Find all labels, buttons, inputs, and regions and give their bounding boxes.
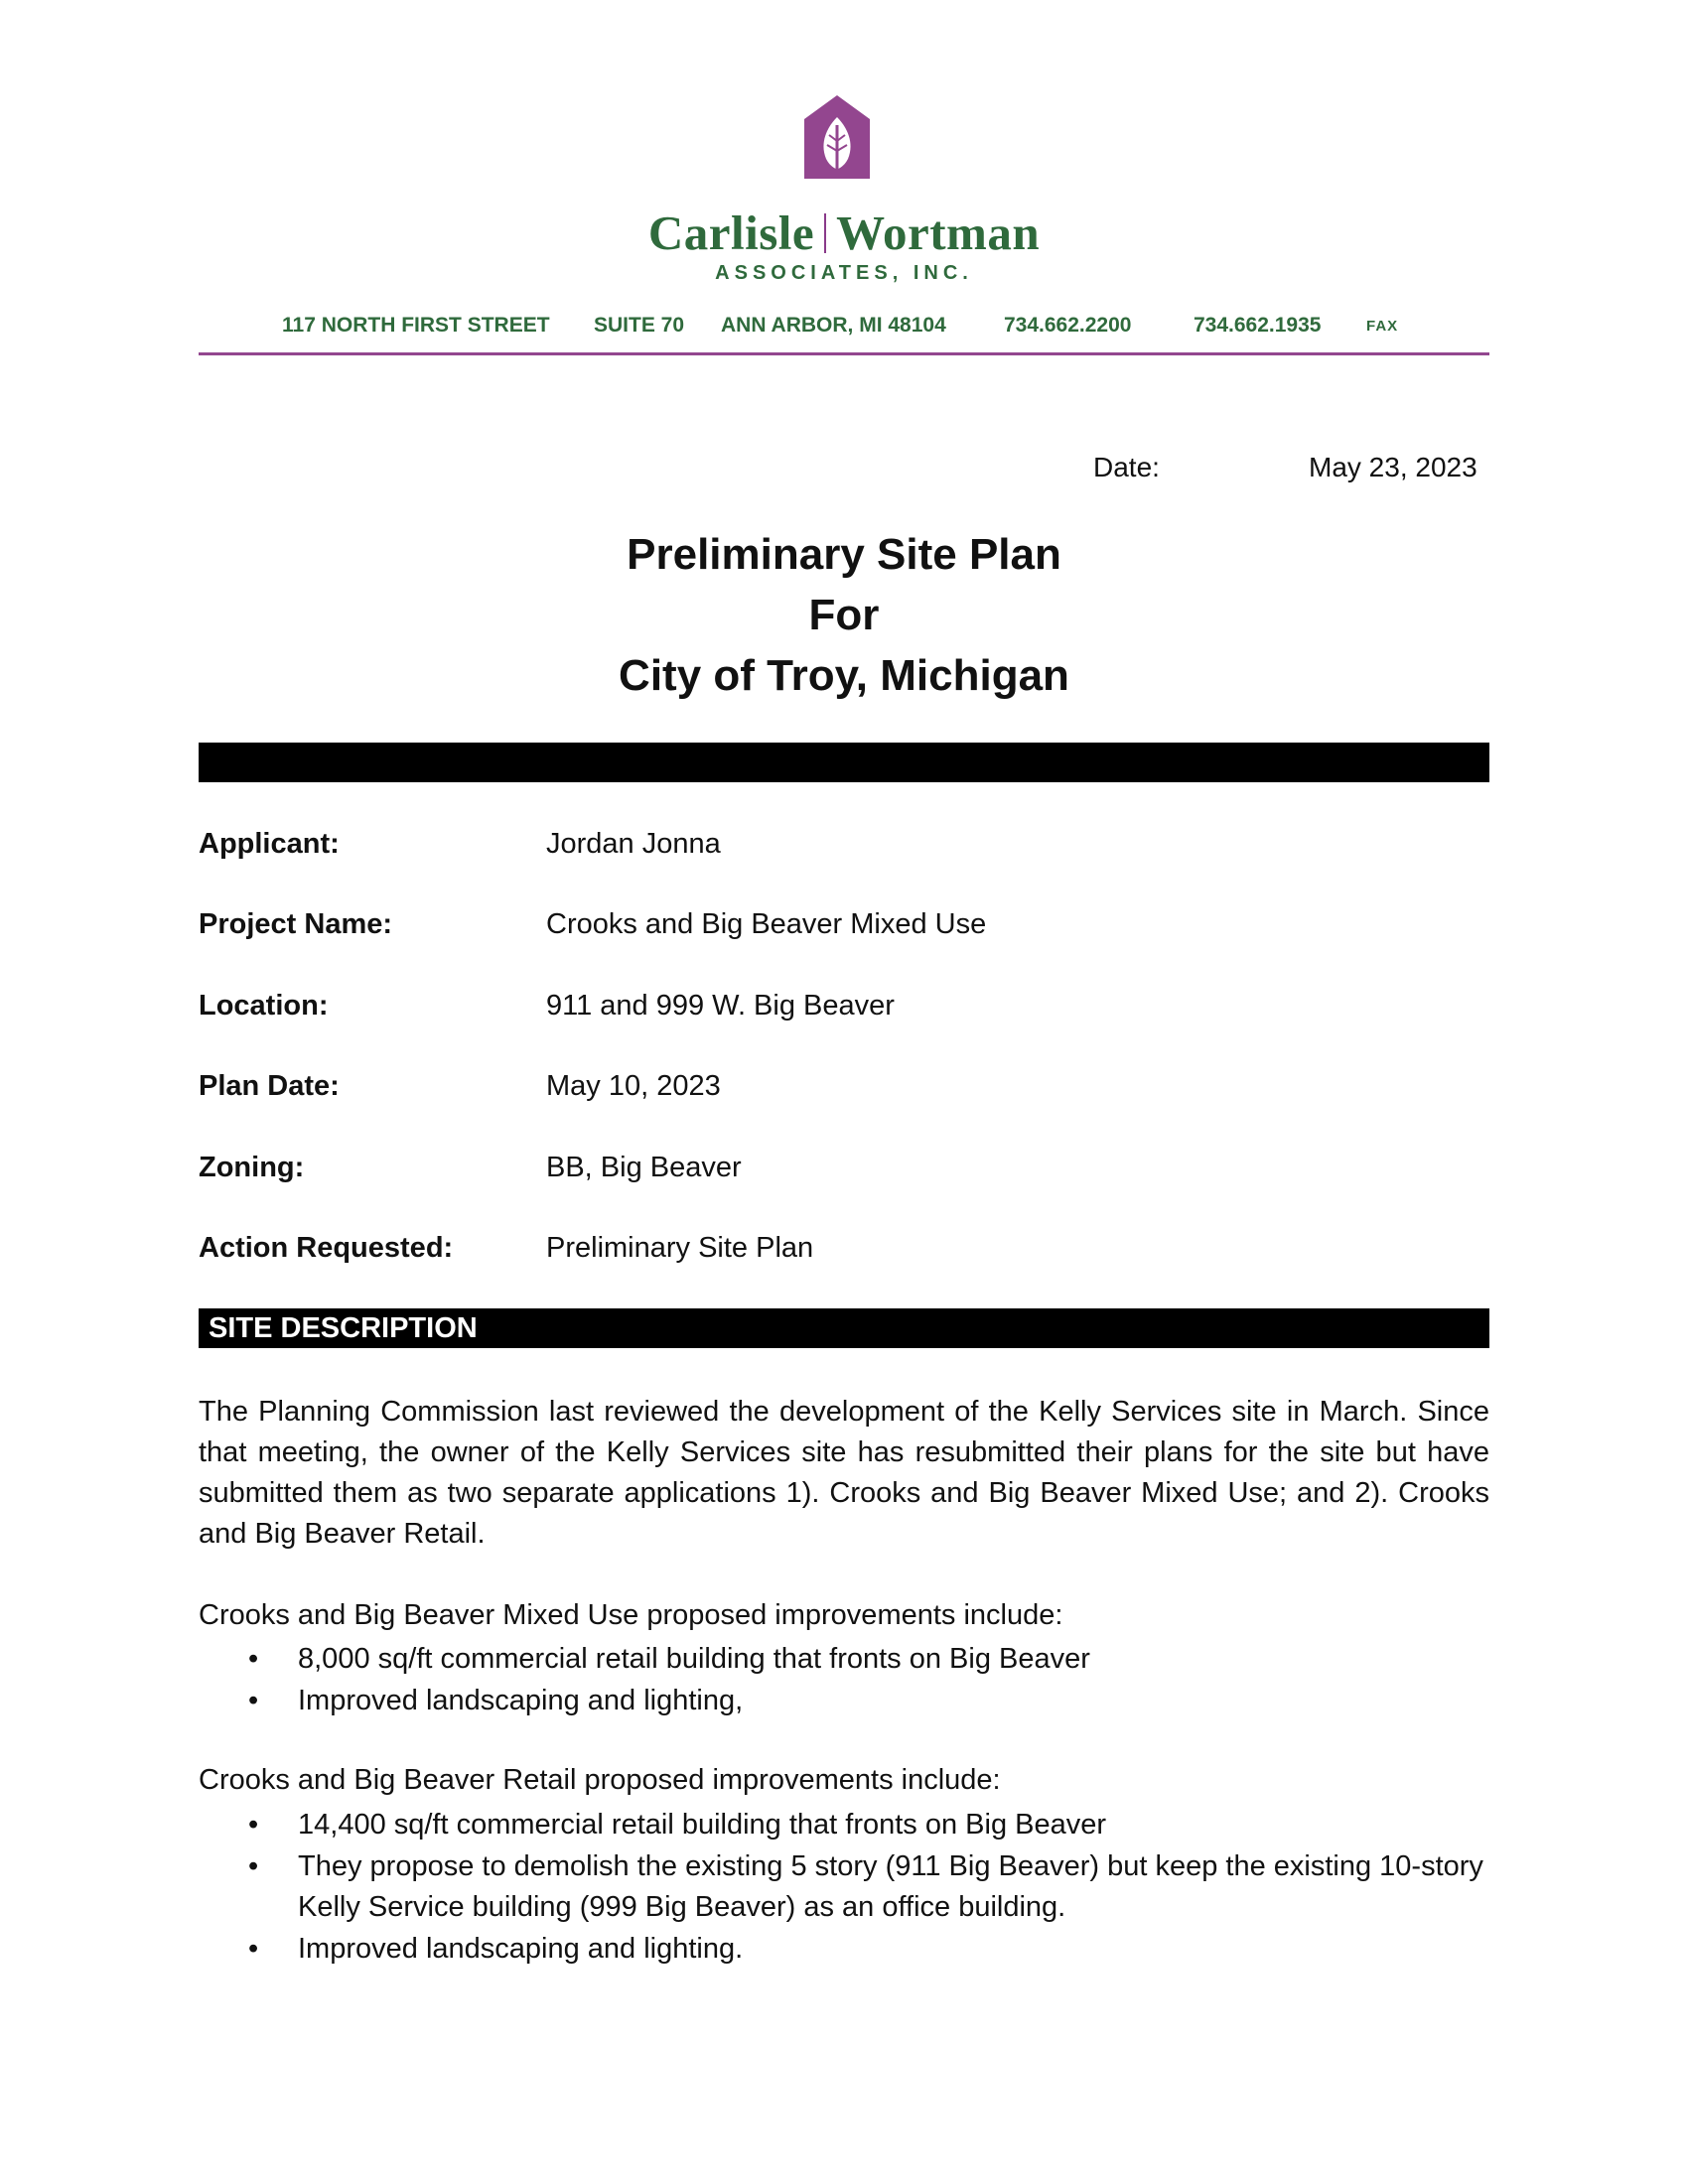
field-label-applicant: Applicant: [199, 828, 340, 860]
bullet-icon: • [248, 1850, 259, 1882]
field-label-plan-date: Plan Date: [199, 1070, 340, 1102]
field-value-plan-date: May 10, 2023 [546, 1070, 721, 1102]
field-value-project-name: Crooks and Big Beaver Mixed Use [546, 908, 987, 940]
title-line-3: City of Troy, Michigan [619, 651, 1069, 700]
address-phone: 734.662.2200 [1004, 314, 1132, 337]
list-item [248, 1639, 1489, 1680]
field-value-action-requested: Preliminary Site Plan [546, 1232, 814, 1264]
list-item-text: They propose to demolish the existing 5 story (911 Big Beaver) but keep the existing 10-story Kelly Service building (999 Big Beaver) as an office building. [298, 1850, 1483, 1923]
brand-name [0, 205, 1688, 261]
bullet-icon: • [248, 1809, 259, 1841]
field-value-location: 911 and 999 W. Big Beaver [546, 990, 895, 1022]
field-label-action-requested: Action Requested: [199, 1232, 454, 1264]
bullet-icon: • [248, 1643, 259, 1675]
field-label-project-name: Project Name: [199, 908, 393, 940]
title-line-1: Preliminary Site Plan [627, 530, 1061, 579]
field-value-zoning: BB, Big Beaver [546, 1152, 742, 1183]
brand-subtitle: ASSOCIATES, INC. [715, 262, 973, 284]
mixed-use-intro: Crooks and Big Beaver Mixed Use proposed improvements include: [199, 1599, 1063, 1631]
list-item-text: Improved landscaping and lighting, [298, 1685, 744, 1716]
address-street: 117 NORTH FIRST STREET [282, 314, 550, 337]
section-heading-site-description: SITE DESCRIPTION [199, 1308, 1489, 1348]
brand-right: Wortman [836, 205, 1041, 260]
list-item [248, 1929, 1489, 1970]
bullet-icon: • [248, 1685, 259, 1716]
field-label-zoning: Zoning: [199, 1152, 305, 1183]
brand-divider [824, 213, 826, 253]
list-item [248, 1805, 1489, 1845]
address-suite: SUITE 70 [594, 314, 685, 337]
date-value: May 23, 2023 [1309, 452, 1477, 482]
list-item-text: Improved landscaping and lighting. [298, 1933, 744, 1965]
field-value-applicant: Jordan Jonna [546, 828, 721, 860]
address-city: ANN ARBOR, MI 48104 [721, 314, 946, 337]
document-title [0, 524, 1688, 706]
date-label: Date: [1093, 452, 1160, 482]
list-item-text: 8,000 sq/ft commercial retail building that fronts on Big Beaver [298, 1643, 1090, 1675]
title-divider-bar [199, 743, 1489, 782]
letterhead-divider [199, 352, 1489, 355]
list-item [248, 1681, 1489, 1721]
address-fax-number: 734.662.1935 [1194, 314, 1322, 337]
address-fax-label: FAX [1366, 318, 1399, 335]
bullet-icon: • [248, 1933, 259, 1965]
title-line-2: For [808, 591, 880, 639]
list-item [248, 1846, 1489, 1928]
brand-left: Carlisle [647, 205, 815, 260]
field-label-location: Location: [199, 990, 329, 1022]
retail-intro: Crooks and Big Beaver Retail proposed improvements include: [199, 1764, 1001, 1796]
site-description-paragraph: The Planning Commission last reviewed the development of the Kelly Services site in March. Since that meeting, the owner of the Kelly Services site has resubmitted their plans for the site but have submitted them as two separate applications 1). Crooks and Big Beaver Mixed Use; and 2). Crooks and Big Beaver Retail. [199, 1396, 1489, 1550]
list-item-text: 14,400 sq/ft commercial retail building that fronts on Big Beaver [298, 1809, 1107, 1841]
carlisle-wortman-logo-icon [800, 95, 874, 185]
